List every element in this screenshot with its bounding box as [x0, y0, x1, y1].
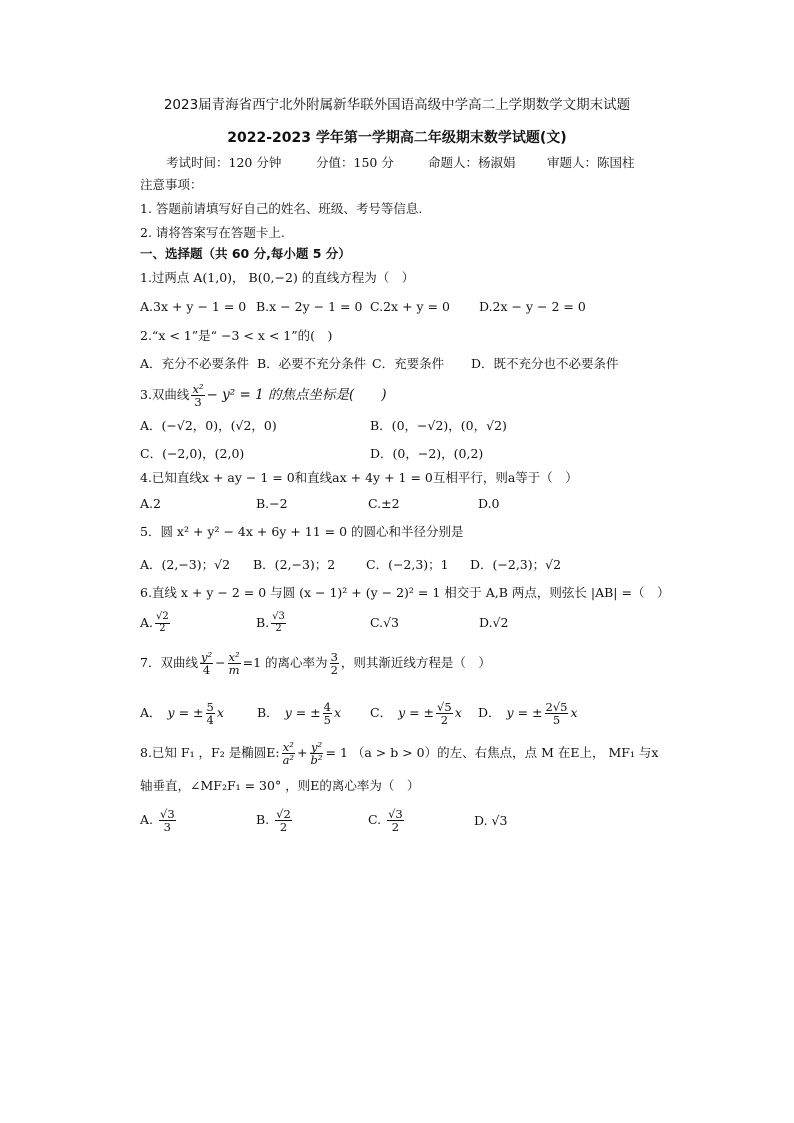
- question-1-option-d: D.2x − y − 2 = 0: [479, 299, 586, 314]
- question-6-option-b-fraction: $\frac{√3}{2}$: [272, 611, 285, 634]
- question-2-option-a: A．充分不必要条件: [140, 356, 250, 371]
- question-7-fraction-x: $\frac{\text{x²}}{m}$: [228, 650, 240, 678]
- question-2-option-c: C．充要条件: [372, 356, 445, 371]
- question-4-option-b: B.−2: [256, 496, 288, 511]
- exam-score: 分值：150 分: [316, 155, 394, 170]
- question-4-stem: 4.已知直线x + ay − 1 = 0和直线ax + 4y + 1 = 0互相平行，则a等于（ ）: [140, 470, 578, 485]
- question-3-stem: [140, 383, 387, 408]
- section-heading: 一、选择题（共 60 分,每小题 5 分）: [140, 246, 351, 261]
- question-3-option-d: D．(0，−2)，(0,2): [370, 446, 484, 461]
- question-4-option-d: D.0: [478, 496, 500, 511]
- question-3-fraction: $\frac{\text{x²}}{3}$: [192, 382, 204, 410]
- question-6-option-a-fraction: $\frac{√2}{2}$: [156, 611, 169, 634]
- question-6-stem: 6.直线 x + y − 2 = 0 与圆 (x − 1)² + (y − 2)² = 1 相交于 A,B 两点，则弦长 |AB| =（ ）: [140, 585, 670, 600]
- question-7-stem: 7．双曲线 $\frac{\text{y²}}{4}$ − $\frac{\text{x²}}{m}$ =1 的离心率为 $\frac{3}{2}$ ，则其渐近线方程是（ ）: [140, 650, 491, 678]
- question-7-option-d: D． y = ± $\frac{2√5}{5}$ x: [478, 700, 578, 728]
- question-7-option-b: B． y = ± $\frac{4}{5}$ x: [257, 700, 342, 728]
- question-8-option-d: D. √3: [474, 813, 508, 828]
- question-8-stem: 8.已知 F₁ ，F₂ 是椭圆E: $\frac{\text{x²}}{\text{a²}}$ + $\frac{\text{y²}}{\text{b²}}$ = 1 （a > b > 0）的左、右焦点，点 M 在E上， MF₁ 与x: [140, 740, 659, 768]
- question-1-option-b: B.x − 2y − 1 = 0: [256, 299, 363, 314]
- question-1-option-a: A.3x + y − 1 = 0: [140, 299, 247, 314]
- question-4-option-c: C.±2: [368, 496, 400, 511]
- question-8-option-b: B. $\frac{√2}{2}$: [256, 807, 291, 835]
- question-5-option-c: C．(−2,3)；1: [366, 557, 449, 572]
- question-7-eccentricity: $\frac{3}{2}$: [330, 650, 338, 678]
- question-7-fraction-y: $\frac{\text{y²}}{4}$: [200, 650, 213, 678]
- exam-reviewer: 审题人：陈国柱: [547, 155, 635, 170]
- question-2-option-d: D．既不充分也不必要条件: [471, 356, 619, 371]
- question-6-option-b: B. $\frac{√3}{2}$: [256, 611, 285, 634]
- exam-subtitle: 2022-2023 学年第一学期高二年级期末数学试题(文): [227, 130, 567, 146]
- question-6-option-d: D.√2: [479, 615, 509, 630]
- question-6-option-c: C.√3: [370, 615, 400, 630]
- question-3-prefix: 3.双曲线: [140, 387, 190, 403]
- question-7-option-a: A． y = ± $\frac{5}{4}$ x: [140, 700, 224, 728]
- note-item: 2. 请将答案写在答题卡上.: [140, 225, 285, 240]
- question-3-option-b: B．(0，−√2)，(0，√2): [370, 418, 507, 433]
- question-8-fraction-y: $\frac{\text{y²}}{\text{b²}}$: [310, 740, 323, 768]
- exam-time: 考试时间：120 分钟: [166, 155, 282, 170]
- question-8-fraction-x: $\frac{\text{x²}}{\text{a²}}$: [282, 740, 295, 768]
- question-8-option-c: C. $\frac{√3}{2}$: [368, 807, 403, 835]
- question-1-stem: 1.过两点 A(1,0)， B(0,−2) 的直线方程为（ ）: [140, 270, 415, 285]
- question-1-option-c: C.2x + y = 0: [370, 299, 450, 314]
- question-8-option-a: A. $\frac{√3}{3}$: [140, 807, 175, 835]
- question-3-option-a: A．(−√2，0)，(√2，0): [140, 418, 277, 433]
- question-3-rest: − y² = 1 的焦点坐标是( ): [206, 386, 387, 403]
- question-2-option-b: B．必要不充分条件: [257, 356, 367, 371]
- exam-title: 2023届青海省西宁北外附属新华联外国语高级中学高二上学期数学文期末试题: [163, 97, 631, 113]
- notes-heading: 注意事项：: [140, 177, 203, 192]
- question-3-option-c: C．(−2,0)，(2,0): [140, 446, 245, 461]
- note-item: 1. 答题前请填写好自己的姓名、班级、考号等信息.: [140, 201, 423, 216]
- exam-info-row: [166, 157, 281, 170]
- question-8-stem-line2: 轴垂直，∠MF₂F₁ = 30° ，则E的离心率为（ ）: [140, 778, 420, 793]
- question-6-option-a: A. $\frac{√2}{2}$: [140, 611, 169, 634]
- question-7-option-c: C． y = ± $\frac{√5}{2}$ x: [370, 700, 462, 728]
- question-5-stem: 5．圆 x² + y² − 4x + 6y + 11 = 0 的圆心和半径分别是: [140, 524, 464, 539]
- question-2-stem: 2.“x < 1”是“ −3 < x < 1”的( ): [140, 328, 333, 343]
- question-5-option-a: A．(2,−3)；√2: [140, 557, 231, 572]
- question-5-option-b: B．(2,−3)；2: [253, 557, 336, 572]
- question-5-option-d: D．(−2,3)；√2: [470, 557, 562, 572]
- exam-author: 命题人：杨淑娟: [428, 155, 516, 170]
- question-4-option-a: A.2: [140, 496, 161, 511]
